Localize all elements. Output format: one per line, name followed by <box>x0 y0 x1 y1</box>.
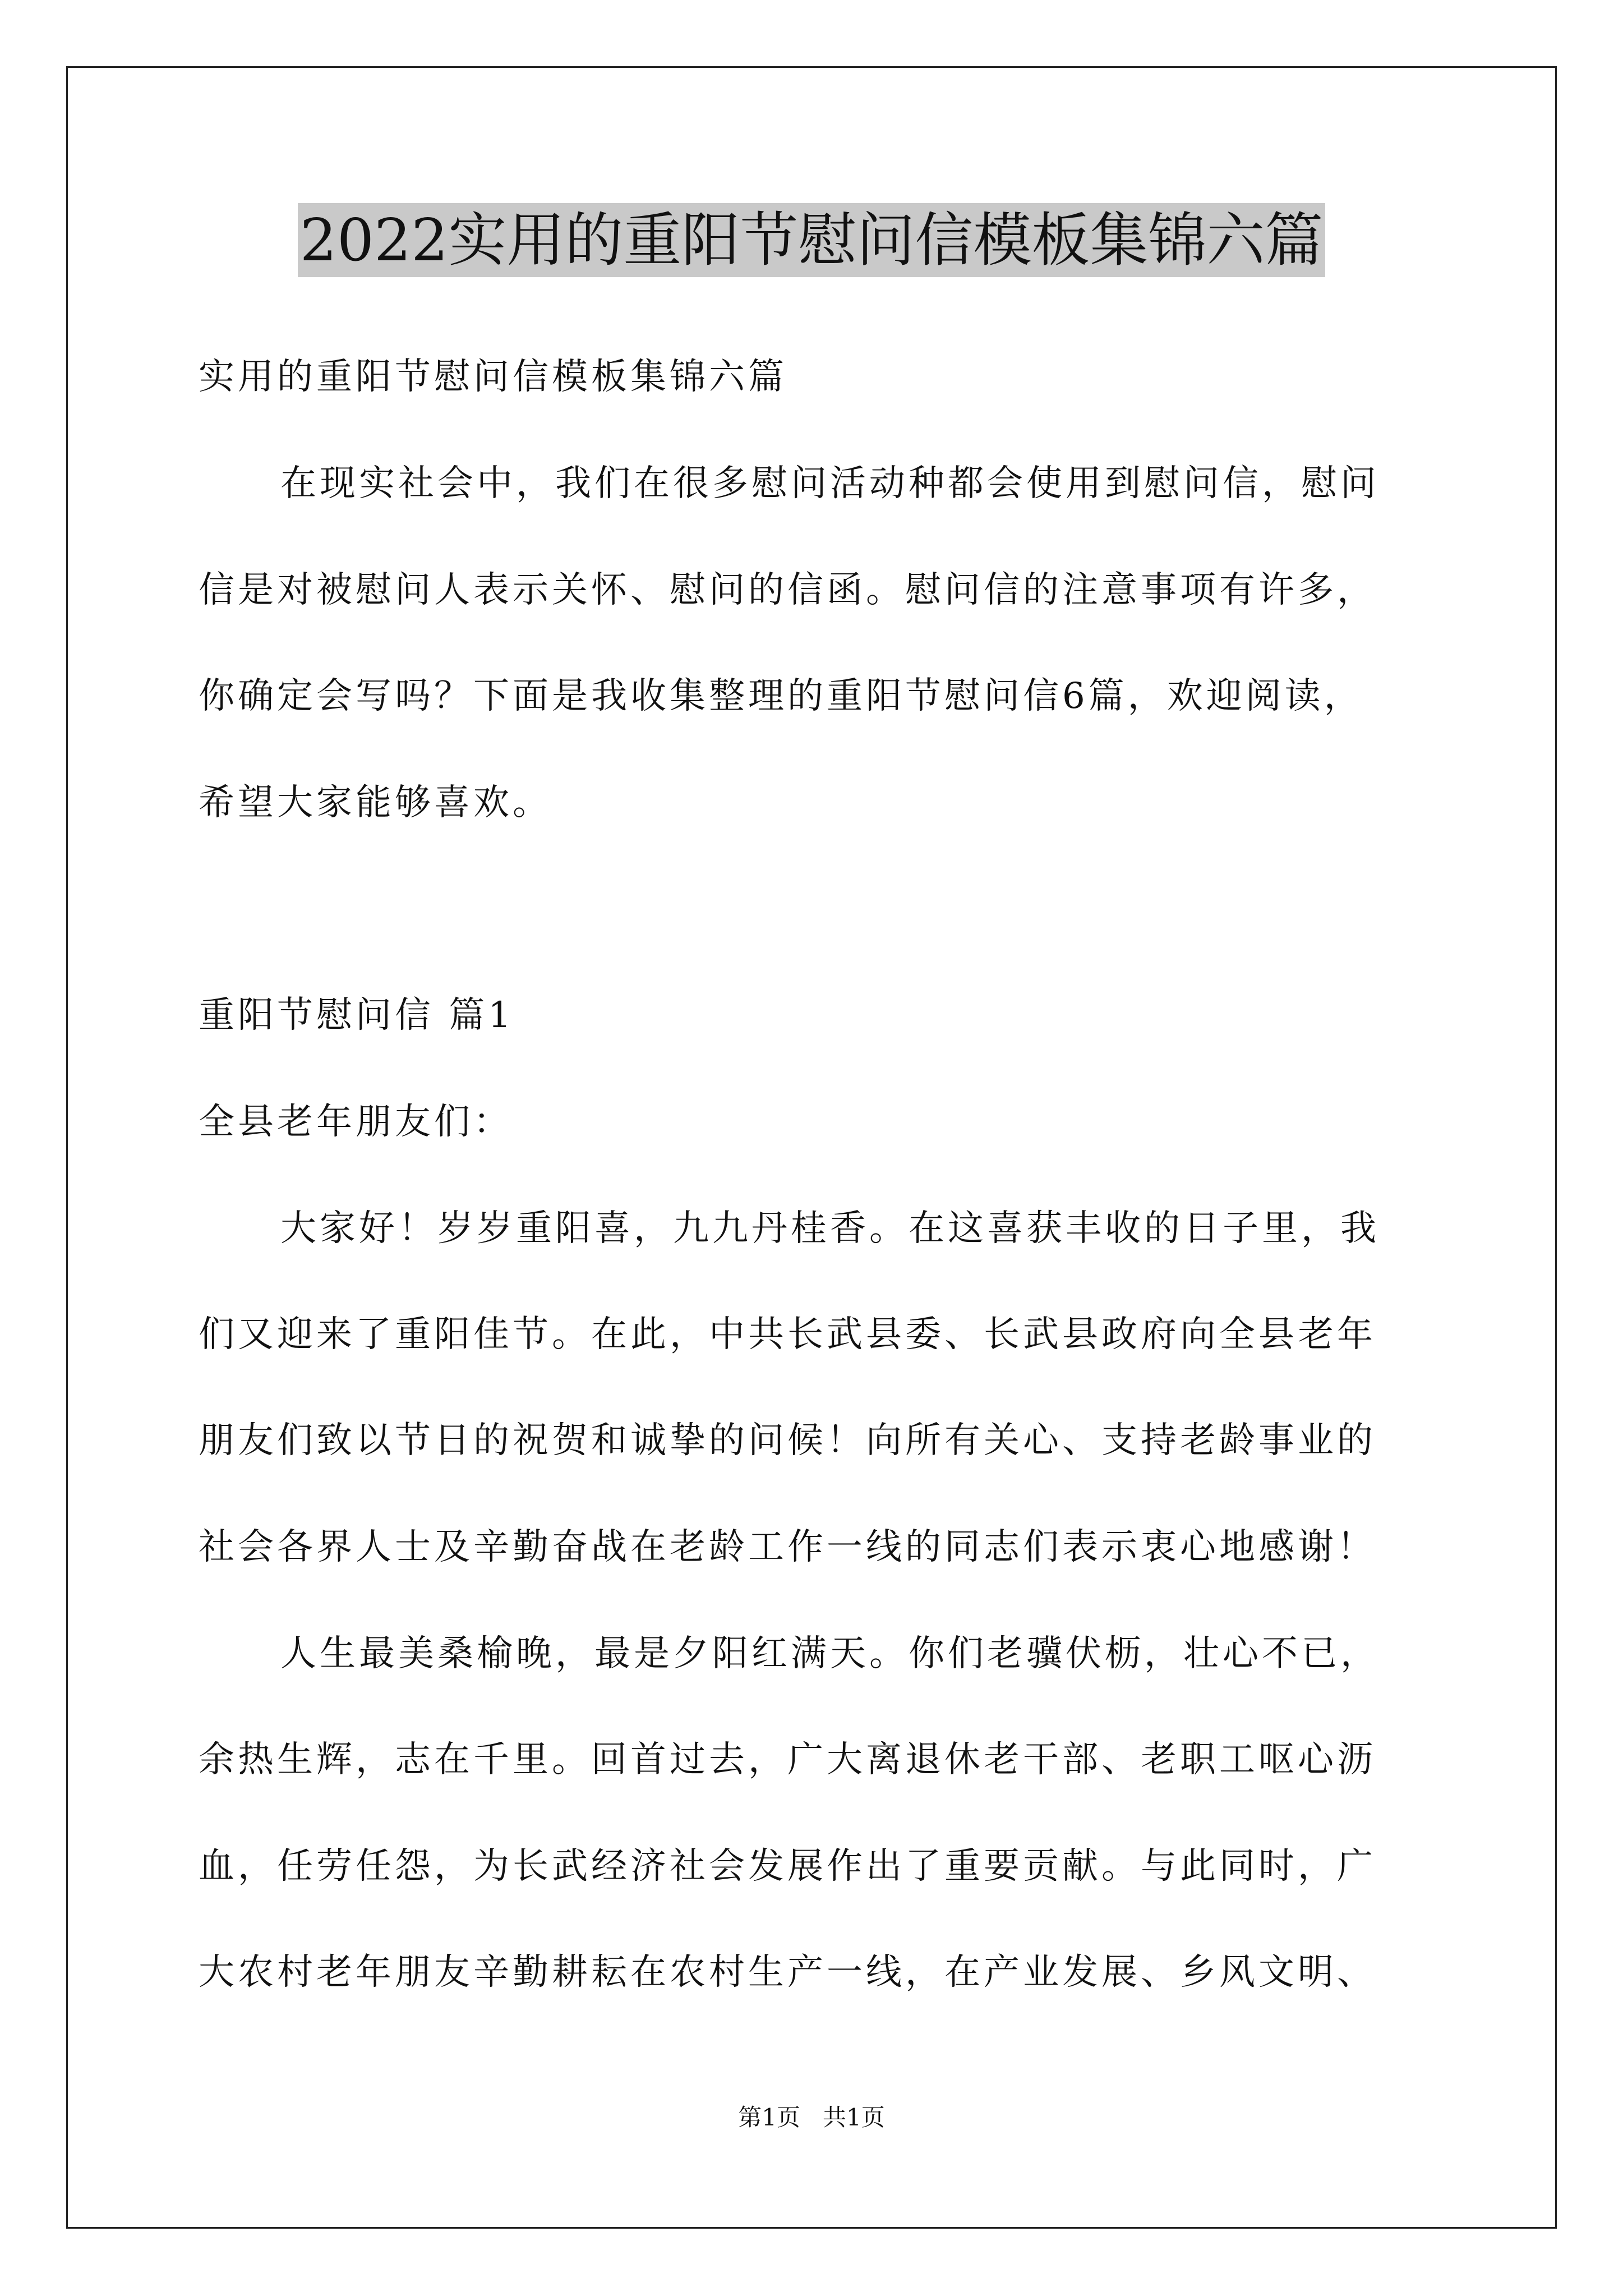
subtitle: 实用的重阳节慰问信模板集锦六篇 <box>199 356 787 398</box>
intro-line-1: 在现实社会中，我们在很多慰问活动种都会使用到慰问信，慰问 <box>280 463 1380 504</box>
salutation: 全县老年朋友们： <box>199 1101 513 1143</box>
paragraph2-line-4: 大农村老年朋友辛勤耕耘在农村生产一线，在产业发展、乡风文明、 <box>199 1952 1376 1993</box>
intro-line-2: 信是对被慰问人表示关怀、慰问的信函。慰问信的注意事项有许多， <box>199 569 1376 611</box>
page-footer: 第1页 共1页 <box>738 2104 885 2131</box>
section-heading: 重阳节慰问信 篇1 <box>199 995 515 1036</box>
intro-line-3: 你确定会写吗？下面是我收集整理的重阳节慰问信6篇，欢迎阅读， <box>199 675 1363 717</box>
paragraph2-line-1: 人生最美桑榆晚，最是夕阳红满天。你们老骥伏枥，壮心不已， <box>280 1633 1380 1674</box>
paragraph2-line-3: 血，任劳任怨，为长武经济社会发展作出了重要贡献。与此同时，广 <box>199 1846 1376 1887</box>
intro-line-4: 希望大家能够喜欢。 <box>199 782 552 823</box>
document-title: 2022实用的重阳节慰问信模板集锦六篇 <box>298 203 1326 277</box>
paragraph1-line-4: 社会各界人士及辛勤奋战在老龄工作一线的同志们表示衷心地感谢！ <box>199 1526 1376 1568</box>
paragraph1-line-1: 大家好！岁岁重阳喜，九九丹桂香。在这喜获丰收的日子里，我 <box>280 1208 1380 1249</box>
title-container <box>0 203 1623 277</box>
paragraph2-line-2: 余热生辉，志在千里。回首过去，广大离退休老干部、老职工呕心沥 <box>199 1739 1376 1780</box>
paragraph1-line-3: 朋友们致以节日的祝贺和诚挚的问候！向所有关心、支持老龄事业的 <box>199 1420 1376 1461</box>
paragraph1-line-2: 们又迎来了重阳佳节。在此，中共长武县委、长武县政府向全县老年 <box>199 1314 1376 1355</box>
